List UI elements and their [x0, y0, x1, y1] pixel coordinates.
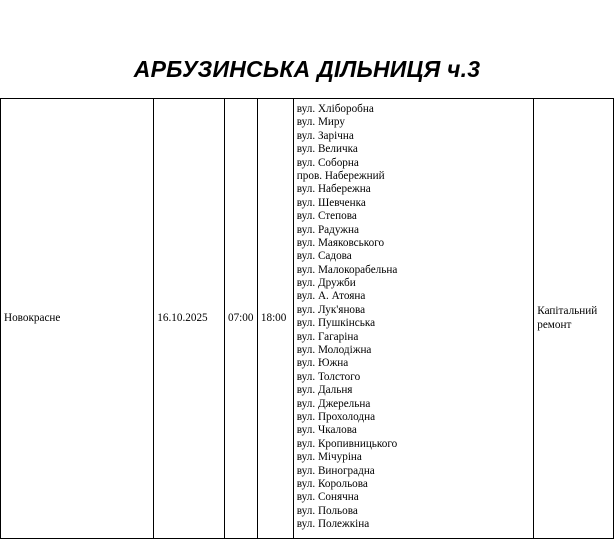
street-item: вул. Набережна	[296, 183, 371, 196]
street-item: вул. Малокорабельна	[296, 263, 398, 276]
street-item: вул. Степова	[296, 210, 357, 223]
street-item: вул. Южна	[296, 357, 349, 370]
street-item: вул. Сонячна	[296, 491, 359, 504]
street-item: вул. Корольова	[296, 477, 368, 490]
street-item: вул. Дальня	[296, 384, 353, 397]
table-row	[1, 99, 614, 539]
street-item: вул. Молодіжна	[296, 344, 372, 357]
street-item: вул. Прохолодна	[296, 410, 376, 423]
page-title: АРБУЗИНСЬКА ДІЛЬНИЦЯ ч.3	[133, 56, 481, 82]
street-item: вул. Джерельна	[296, 397, 371, 410]
street-item: вул. Миру	[296, 116, 345, 129]
street-item: вул. Кропивницького	[296, 437, 398, 450]
street-item: вул. Гагаріна	[296, 330, 359, 343]
street-item: вул. Зарічна	[296, 129, 354, 142]
streets-cell	[293, 99, 533, 539]
outage-table	[0, 98, 614, 539]
street-item: вул. Маяковського	[296, 236, 385, 249]
street-item: вул. Польова	[296, 504, 358, 517]
street-item: вул. Соборна	[296, 156, 359, 169]
street-item: вул. Садова	[296, 250, 352, 263]
street-item: вул. Величка	[296, 143, 358, 156]
reason-cell: Капітальний ремонт	[534, 99, 614, 539]
street-item: вул. Полежкіна	[296, 518, 370, 531]
street-item: вул. Дружби	[296, 277, 356, 290]
settlement-cell: Новокрасне	[1, 99, 154, 539]
street-item: вул. Шевченка	[296, 196, 366, 209]
street-item: вул. Пушкінська	[296, 317, 376, 330]
time-to-cell: 18:00	[257, 99, 293, 539]
time-from-cell: 07:00	[224, 99, 257, 539]
street-item: вул. Радужна	[296, 223, 359, 236]
street-item: вул. Виноградна	[296, 464, 375, 477]
street-item: вул. Хліборобна	[296, 103, 374, 115]
street-item: пров. Набережний	[296, 169, 385, 182]
date-cell: 16.10.2025	[154, 99, 225, 539]
street-item: вул. А. Атояна	[296, 290, 366, 303]
street-item: вул. Лук'янова	[296, 303, 366, 316]
street-list	[297, 103, 533, 532]
street-item: вул. Чкалова	[296, 424, 357, 437]
street-item: вул. Толстого	[296, 370, 361, 383]
street-item: вул. Мічуріна	[296, 451, 362, 464]
